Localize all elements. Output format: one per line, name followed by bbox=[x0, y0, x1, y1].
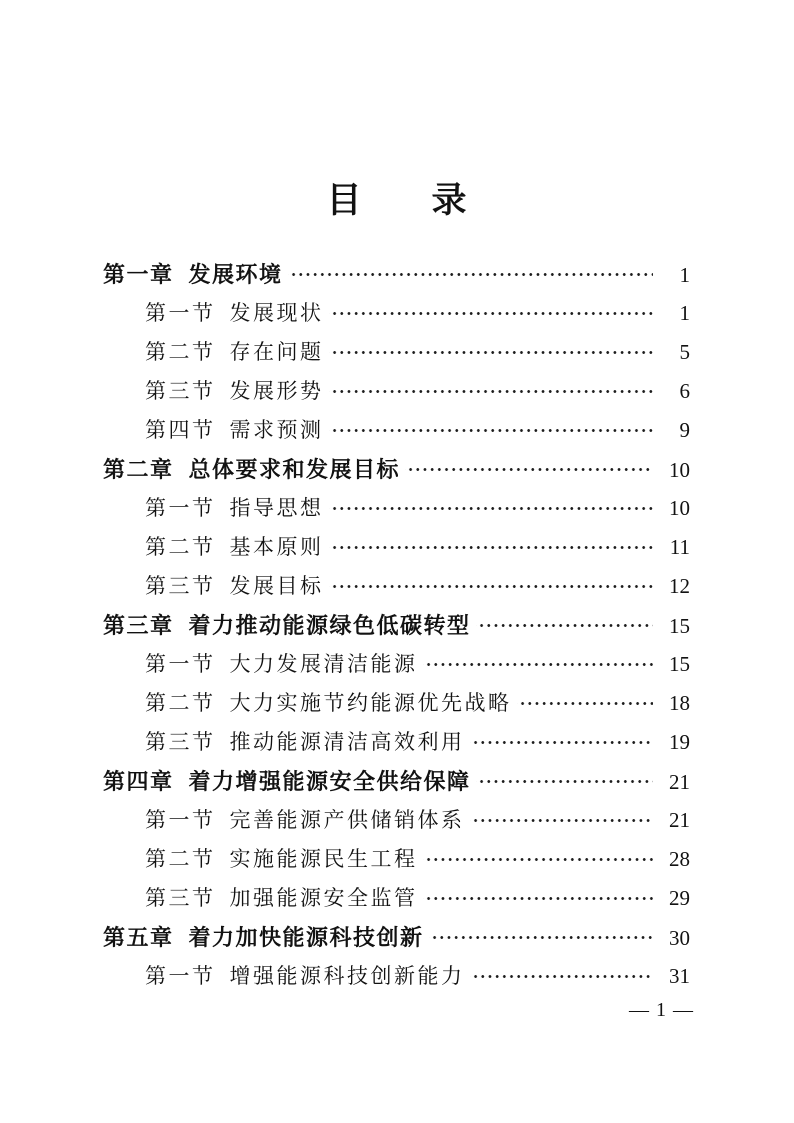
dot-leader bbox=[423, 645, 654, 684]
entry-label: 第三章 bbox=[103, 613, 174, 638]
entry-page-number: 30 bbox=[669, 926, 690, 950]
entry-label: 第三节 bbox=[145, 730, 216, 754]
entry-label: 第一节 bbox=[145, 496, 216, 520]
toc-entry-chapter bbox=[103, 606, 690, 645]
entry-title: 大力发展清洁能源 bbox=[229, 652, 418, 676]
entry-title: 加强能源安全监管 bbox=[229, 886, 418, 910]
entry-page-number: 28 bbox=[669, 847, 690, 871]
entry-page-number: 12 bbox=[669, 574, 690, 598]
entry-page-number: 6 bbox=[679, 379, 690, 403]
dot-leader bbox=[329, 372, 654, 411]
entry-title: 基本原则 bbox=[229, 535, 324, 559]
entry-label: 第一节 bbox=[145, 301, 216, 325]
dot-leader bbox=[429, 918, 653, 957]
toc-entry-chapter bbox=[103, 762, 690, 801]
entry-page-number: 1 bbox=[679, 301, 690, 325]
entry-page-number: 31 bbox=[669, 964, 690, 988]
entry-title: 需求预测 bbox=[229, 418, 324, 442]
entry-page-number: 10 bbox=[669, 496, 690, 520]
entry-title: 发展环境 bbox=[188, 262, 283, 287]
dot-leader bbox=[476, 606, 653, 645]
entry-page-number: 1 bbox=[679, 263, 690, 287]
toc-entry-section bbox=[103, 567, 690, 606]
entry-title: 存在问题 bbox=[229, 340, 324, 364]
entry-page-number: 15 bbox=[669, 614, 690, 638]
dot-leader bbox=[329, 528, 654, 567]
dot-leader bbox=[470, 723, 654, 762]
entry-title: 增强能源科技创新能力 bbox=[229, 964, 465, 988]
entry-page-number: 11 bbox=[669, 535, 690, 559]
toc-entry-section bbox=[103, 645, 690, 684]
toc-entry-section bbox=[103, 411, 690, 450]
entry-label: 第三节 bbox=[145, 379, 216, 403]
entry-label: 第一节 bbox=[145, 808, 216, 832]
entry-page-number: 18 bbox=[669, 691, 690, 715]
dot-leader bbox=[476, 762, 653, 801]
entry-title: 完善能源产供储销体系 bbox=[229, 808, 465, 832]
entry-label: 第二节 bbox=[145, 691, 216, 715]
toc-entry-section bbox=[103, 333, 690, 372]
entry-label: 第二节 bbox=[145, 340, 216, 364]
entry-page-number: 15 bbox=[669, 652, 690, 676]
toc-entry-section bbox=[103, 840, 690, 879]
toc-entry-chapter bbox=[103, 255, 690, 294]
dot-leader bbox=[470, 957, 654, 996]
entry-label: 第二节 bbox=[145, 847, 216, 871]
toc-entry-section bbox=[103, 372, 690, 411]
entry-page-number: 19 bbox=[669, 730, 690, 754]
dot-leader bbox=[329, 567, 654, 606]
entry-label: 第三节 bbox=[145, 574, 216, 598]
entry-page-number: 10 bbox=[669, 458, 690, 482]
dot-leader bbox=[329, 489, 654, 528]
entry-page-number: 9 bbox=[679, 418, 690, 442]
entry-title: 实施能源民生工程 bbox=[229, 847, 418, 871]
entry-label: 第一节 bbox=[145, 964, 216, 988]
entry-label: 第四节 bbox=[145, 418, 216, 442]
entry-title: 着力加快能源科技创新 bbox=[188, 925, 424, 950]
entry-title: 着力增强能源安全供给保障 bbox=[188, 769, 471, 794]
toc-entry-section bbox=[103, 957, 690, 996]
footer-page-number: — 1 — bbox=[629, 999, 694, 1021]
entry-page-number: 21 bbox=[669, 808, 690, 832]
dot-leader bbox=[329, 294, 654, 333]
toc-entry-chapter bbox=[103, 450, 690, 489]
entry-title: 推动能源清洁高效利用 bbox=[229, 730, 465, 754]
dot-leader bbox=[423, 879, 654, 918]
entry-label: 第四章 bbox=[103, 769, 174, 794]
toc-entry-section bbox=[103, 879, 690, 918]
entry-page-number: 21 bbox=[669, 770, 690, 794]
toc-entry-chapter bbox=[103, 918, 690, 957]
dot-leader bbox=[423, 840, 654, 879]
entry-title: 总体要求和发展目标 bbox=[188, 457, 401, 482]
toc-entry-section bbox=[103, 723, 690, 762]
dot-leader bbox=[470, 801, 654, 840]
toc-entry-section bbox=[103, 294, 690, 333]
entry-page-number: 29 bbox=[669, 886, 690, 910]
dot-leader bbox=[517, 684, 654, 723]
toc-entry-section bbox=[103, 528, 690, 567]
entry-title: 发展现状 bbox=[229, 301, 324, 325]
dot-leader bbox=[329, 333, 654, 372]
entry-label: 第二节 bbox=[145, 535, 216, 559]
entry-title: 大力实施节约能源优先战略 bbox=[229, 691, 512, 715]
entry-title: 指导思想 bbox=[229, 496, 324, 520]
toc-entry-section bbox=[103, 489, 690, 528]
toc-list bbox=[103, 255, 690, 996]
toc-entry-section bbox=[103, 801, 690, 840]
page-title: 目 录 bbox=[326, 181, 467, 220]
dot-leader bbox=[329, 411, 654, 450]
entry-label: 第五章 bbox=[103, 925, 174, 950]
entry-title: 发展目标 bbox=[229, 574, 324, 598]
entry-label: 第一章 bbox=[103, 262, 174, 287]
dot-leader bbox=[405, 450, 653, 489]
entry-title: 着力推动能源绿色低碳转型 bbox=[188, 613, 471, 638]
entry-label: 第一节 bbox=[145, 652, 216, 676]
entry-label: 第三节 bbox=[145, 886, 216, 910]
dot-leader bbox=[288, 255, 653, 294]
entry-label: 第二章 bbox=[103, 457, 174, 482]
entry-title: 发展形势 bbox=[229, 379, 324, 403]
entry-page-number: 5 bbox=[679, 340, 690, 364]
toc-entry-section bbox=[103, 684, 690, 723]
